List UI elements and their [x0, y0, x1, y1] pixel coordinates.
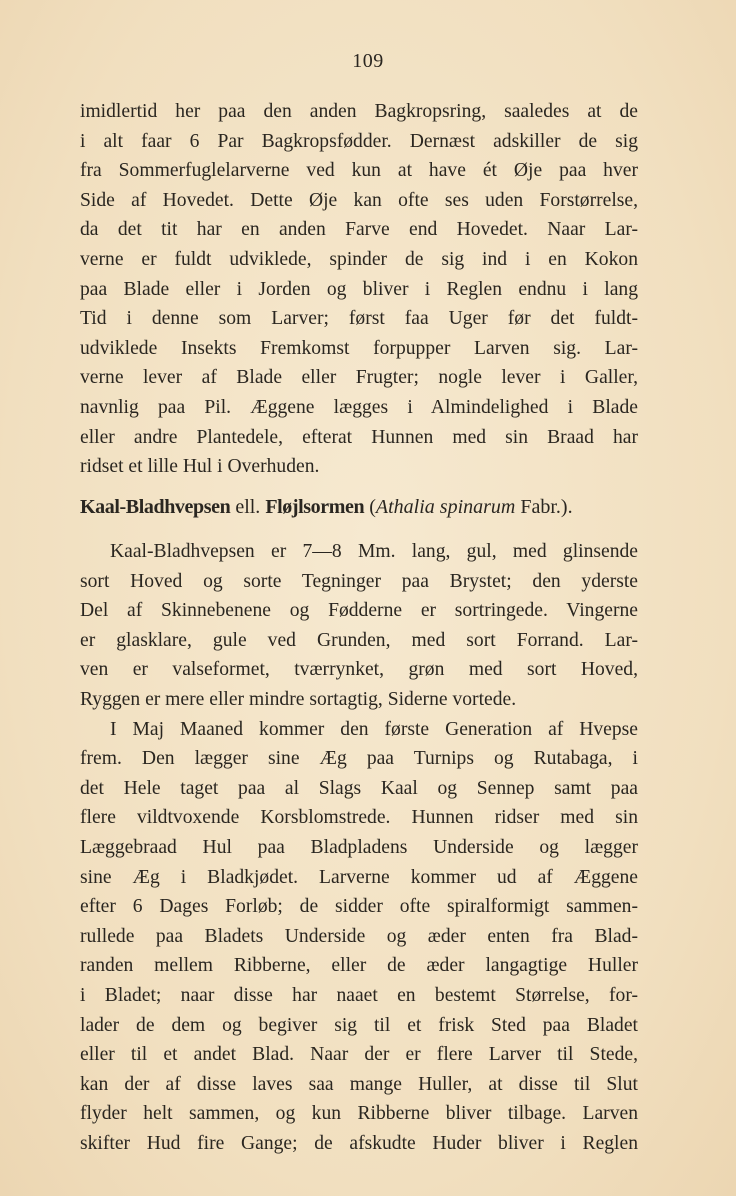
text-line: Læggebraad Hul paa Bladpladens Underside og lægger	[80, 836, 638, 858]
text-line: verne er fuldt udviklede, spinder de sig ind i en Kokon	[80, 248, 638, 270]
text-line: I Maj Maaned kommer den første Generation af Hvepse	[110, 718, 638, 740]
text-line: ridset et lille Hul i Overhuden.	[80, 456, 320, 478]
text-line: Side af Hovedet. Dette Øje kan ofte ses uden Forstørrelse,	[80, 189, 638, 211]
heading-open-paren: (	[364, 496, 376, 518]
heading-alt-name: Fløjlsormen	[265, 496, 365, 518]
text-line: ven er valseformet, tværrynket, grøn med sort Hoved,	[80, 659, 638, 681]
text-line: kan der af disse laves saa mange Huller, at disse til Slut	[80, 1073, 638, 1095]
text-line: efter 6 Dages Forløb; de sidder ofte spiralformigt sammen-	[80, 896, 638, 918]
text-line: er glasklare, gule ved Grunden, med sort Forrand. Lar-	[80, 629, 638, 651]
text-line: i alt faar 6 Par Bagkropsfødder. Dernæst adskiller de sig	[80, 130, 638, 152]
text-line: Ryggen er mere eller mindre sortagtig, Siderne vortede.	[80, 688, 517, 710]
text-line: rullede paa Bladets Underside og æder enten fra Blad-	[80, 925, 638, 947]
section-heading	[80, 493, 638, 523]
heading-author: Fabr.).	[515, 496, 573, 518]
text-line: i Bladet; naar disse har naaet en bestemt Størrelse, for-	[80, 984, 638, 1006]
text-line: frem. Den lægger sine Æg paa Turnips og Rutabaga, i	[80, 748, 638, 770]
page-number: 109	[352, 50, 384, 72]
heading-connector: ell.	[230, 496, 266, 518]
text-line: sort Hoved og sorte Tegninger paa Brystet; den yderste	[80, 570, 638, 592]
text-line: det Hele taget paa al Slags Kaal og Sennep samt paa	[80, 777, 638, 799]
text-line: Kaal-Bladhvepsen er 7—8 Mm. lang, gul, med glinsende	[110, 541, 638, 562]
text-line: navnlig paa Pil. Æggene lægges i Almindelighed i Blade	[80, 396, 638, 418]
text-line: flyder helt sammen, og kun Ribberne bliver tilbage. Larven	[80, 1103, 638, 1125]
text-line: lader de dem og begiver sig til et frisk Sted paa Bladet	[80, 1014, 638, 1036]
text-line: flere vildtvoxende Korsblomstrede. Hunnen ridser med sin	[80, 807, 638, 829]
text-line: imidlertid her paa den anden Bagkropsring, saaledes at de	[80, 101, 638, 122]
text-line: fra Sommerfuglelarverne ved kun at have ét Øje paa hver	[80, 160, 638, 182]
text-line: randen mellem Ribberne, eller de æder langagtige Huller	[80, 955, 638, 977]
text-line: paa Blade eller i Jorden og bliver i Reglen endnu i lang	[80, 278, 638, 300]
heading-name: Kaal-Bladhvepsen	[80, 496, 231, 518]
text-line: eller til et andet Blad. Naar der er flere Larver til Stede,	[80, 1044, 638, 1066]
text-line: verne lever af Blade eller Frugter; nogle lever i Galler,	[80, 367, 638, 389]
paragraph-2	[80, 537, 638, 1158]
text-line: Tid i denne som Larver; først faa Uger før det fuldt-	[80, 308, 638, 330]
text-line: udviklede Insekts Fremkomst forpupper Larven sig. Lar-	[80, 337, 638, 359]
text-line: da det tit har en anden Farve end Hovedet. Naar Lar-	[80, 219, 638, 241]
text-line: eller andre Plantedele, efterat Hunnen med sin Braad har	[80, 426, 638, 448]
text-line: Del af Skinnebenene og Fødderne er sortringede. Vingerne	[80, 600, 638, 622]
text-line: sine Æg i Bladkjødet. Larverne kommer ud af Æggene	[80, 866, 638, 888]
heading-line	[80, 493, 638, 523]
paragraph-1	[80, 97, 638, 482]
text-line: skifter Hud fire Gange; de afskudte Huder bliver i Reglen	[80, 1132, 638, 1154]
heading-latin-name: Athalia spinarum	[375, 496, 516, 518]
